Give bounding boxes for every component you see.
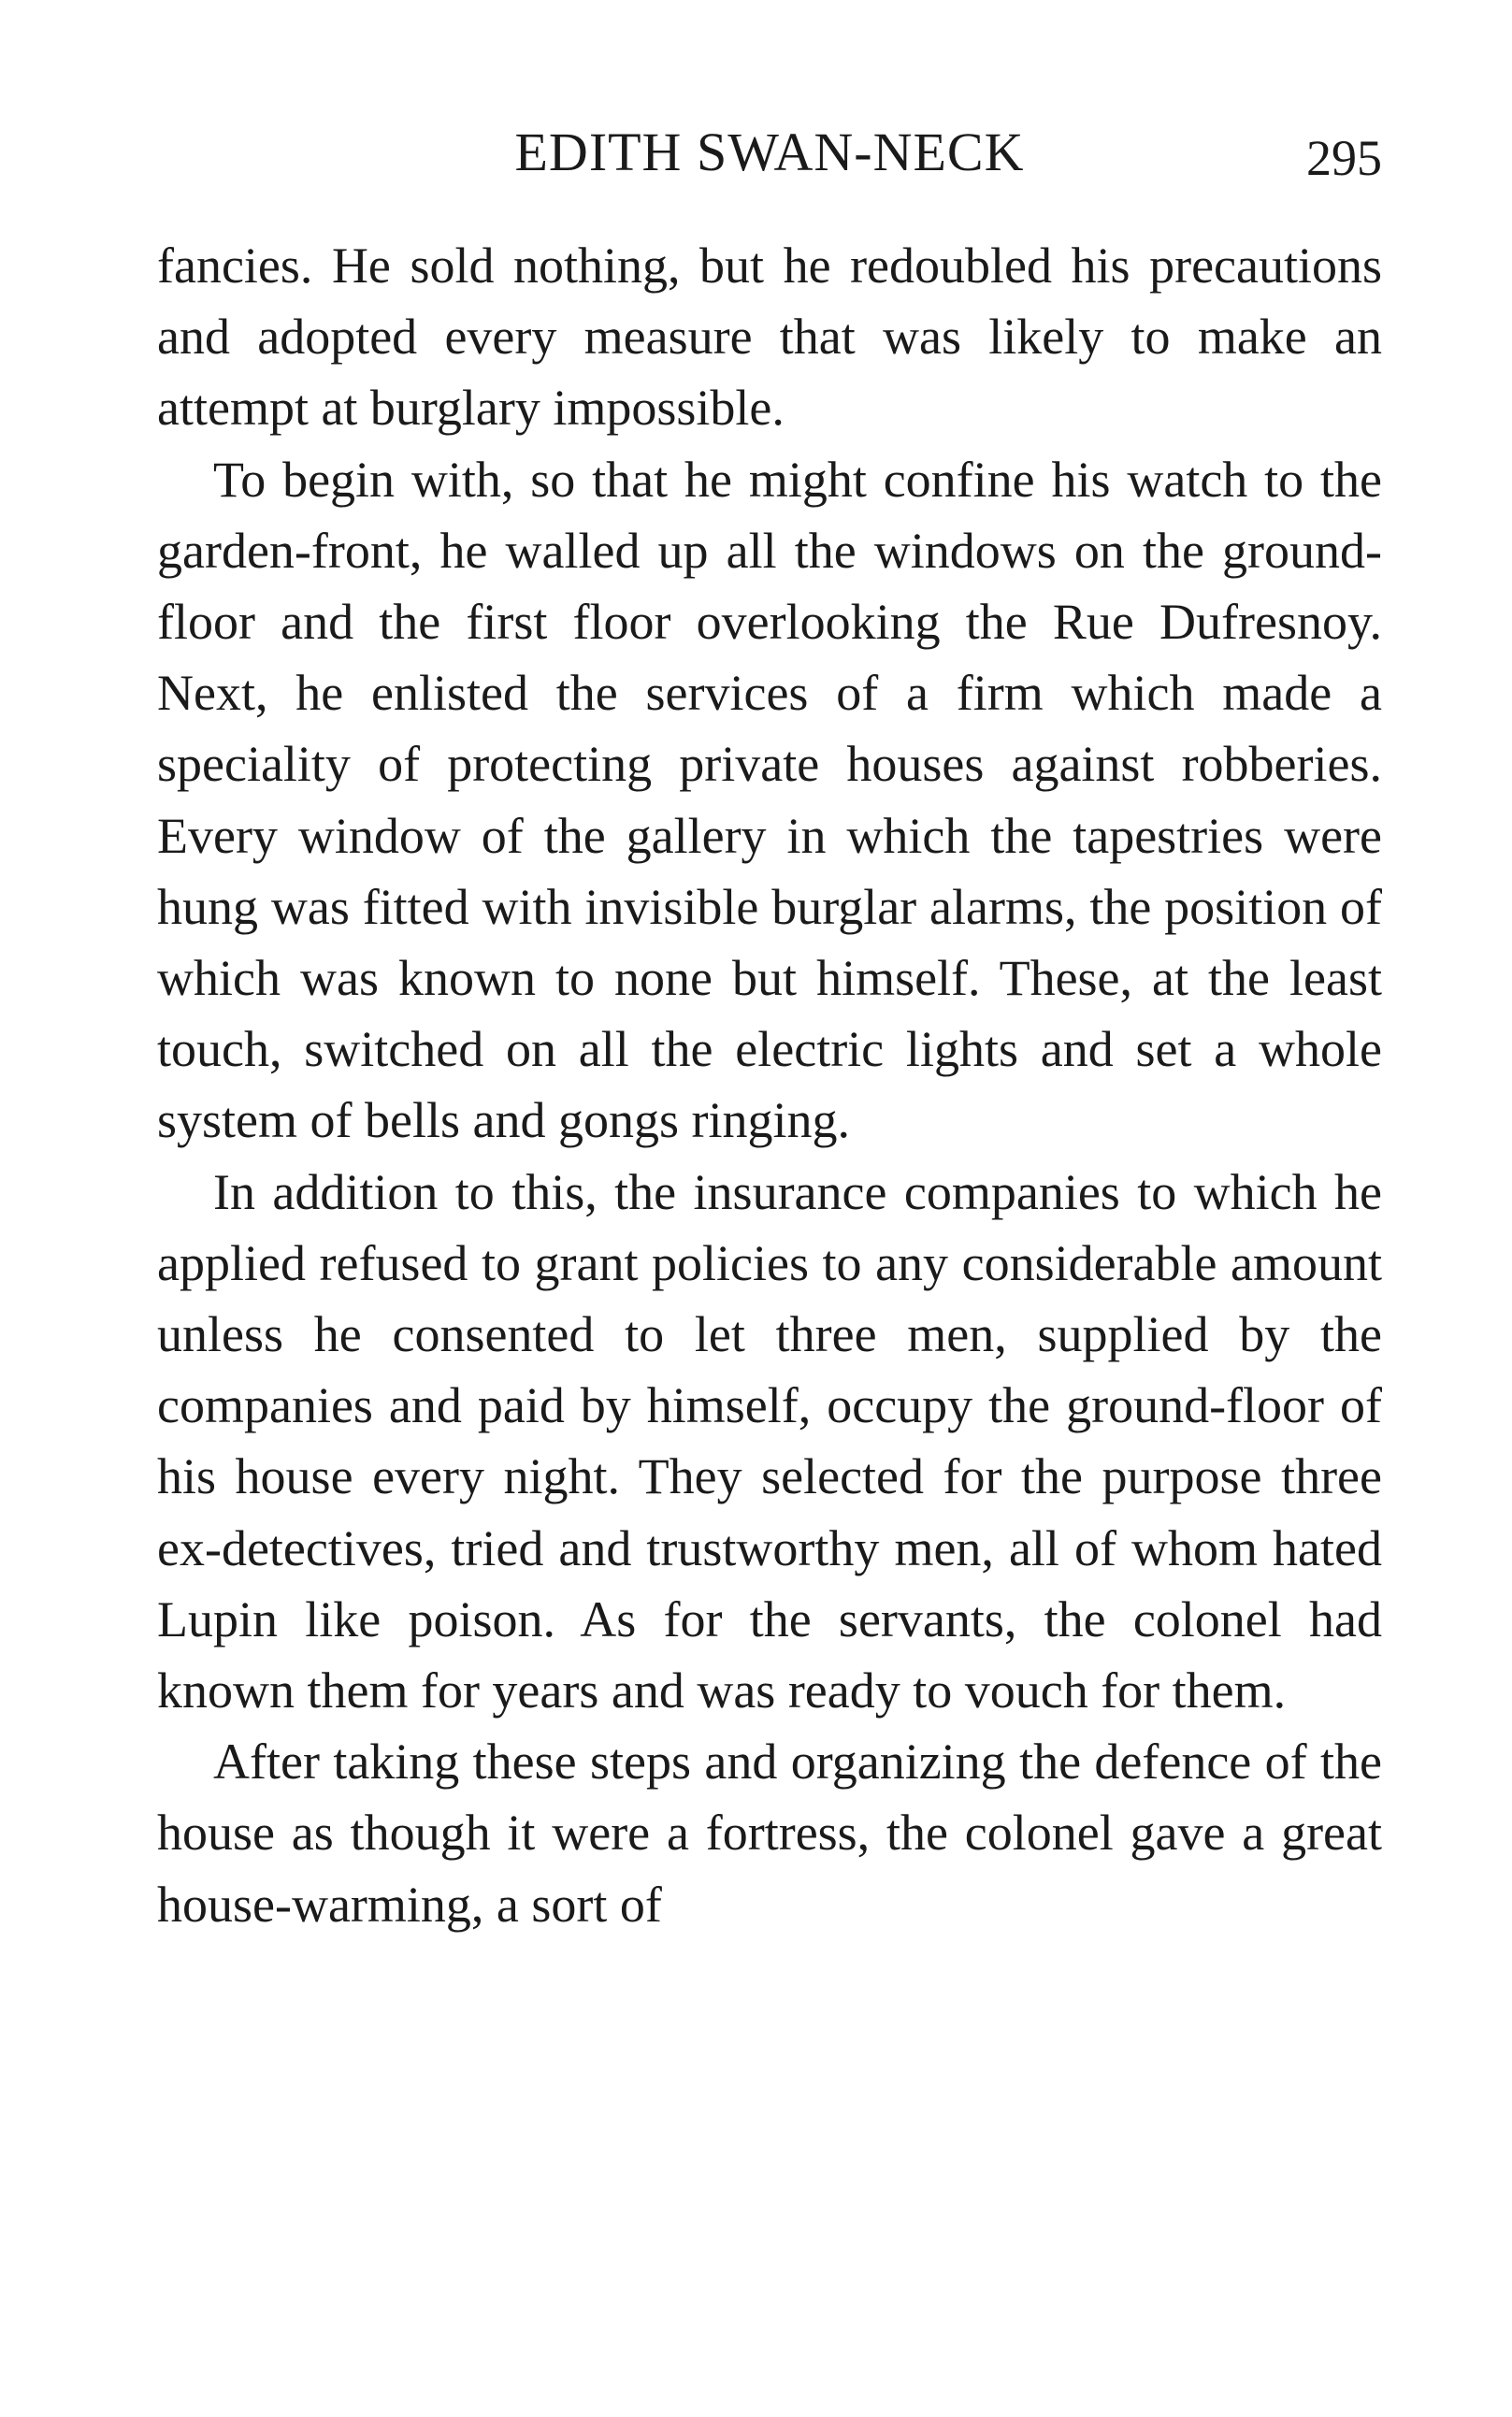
paragraph-precautions: To begin with, so that he might confine his watch to the garden-front, he walled up all the windows on the ground-floor and the first floor overlooking the Rue Dufresnoy. Next, he enlisted the services of a firm which made a speciality of protecting private houses against robberies. Every window of the gallery in which the tapestries were hung was fitted with invisible burglar alarms, the position of which was known to none but himself. These, at the least touch, switched on all the electric lights and set a whole system of bells and gongs ringing. <box>157 451 1382 1149</box>
running-head <box>157 120 1382 185</box>
body-text <box>157 230 1382 1940</box>
page-number: 295 <box>1306 130 1382 186</box>
paragraph-insurance: In addition to this, the insurance companies to which he applied refused to grant policies to any considerable amount unless he consented to let three men, supplied by the companies and paid by himself, occupy the ground-floor of his house every night. They selected for the purpose three ex-detectives, tried and trustworthy men, all of whom hated Lupin like poison. As for the servants, the colonel had known them for years and was ready to vouch for them. <box>157 1163 1382 1719</box>
running-title: EDITH SWAN-NECK <box>514 122 1025 182</box>
paragraph-continuation: fancies. He sold nothing, but he redoubled his precautions and adopted every measure that was likely to make an attempt at burglary impossible. <box>157 237 1382 437</box>
paragraph-house-warming: After taking these steps and organizing the defence of the house as though it were a fortress, the colonel gave a great house-warming, a sort of <box>157 1734 1382 1933</box>
